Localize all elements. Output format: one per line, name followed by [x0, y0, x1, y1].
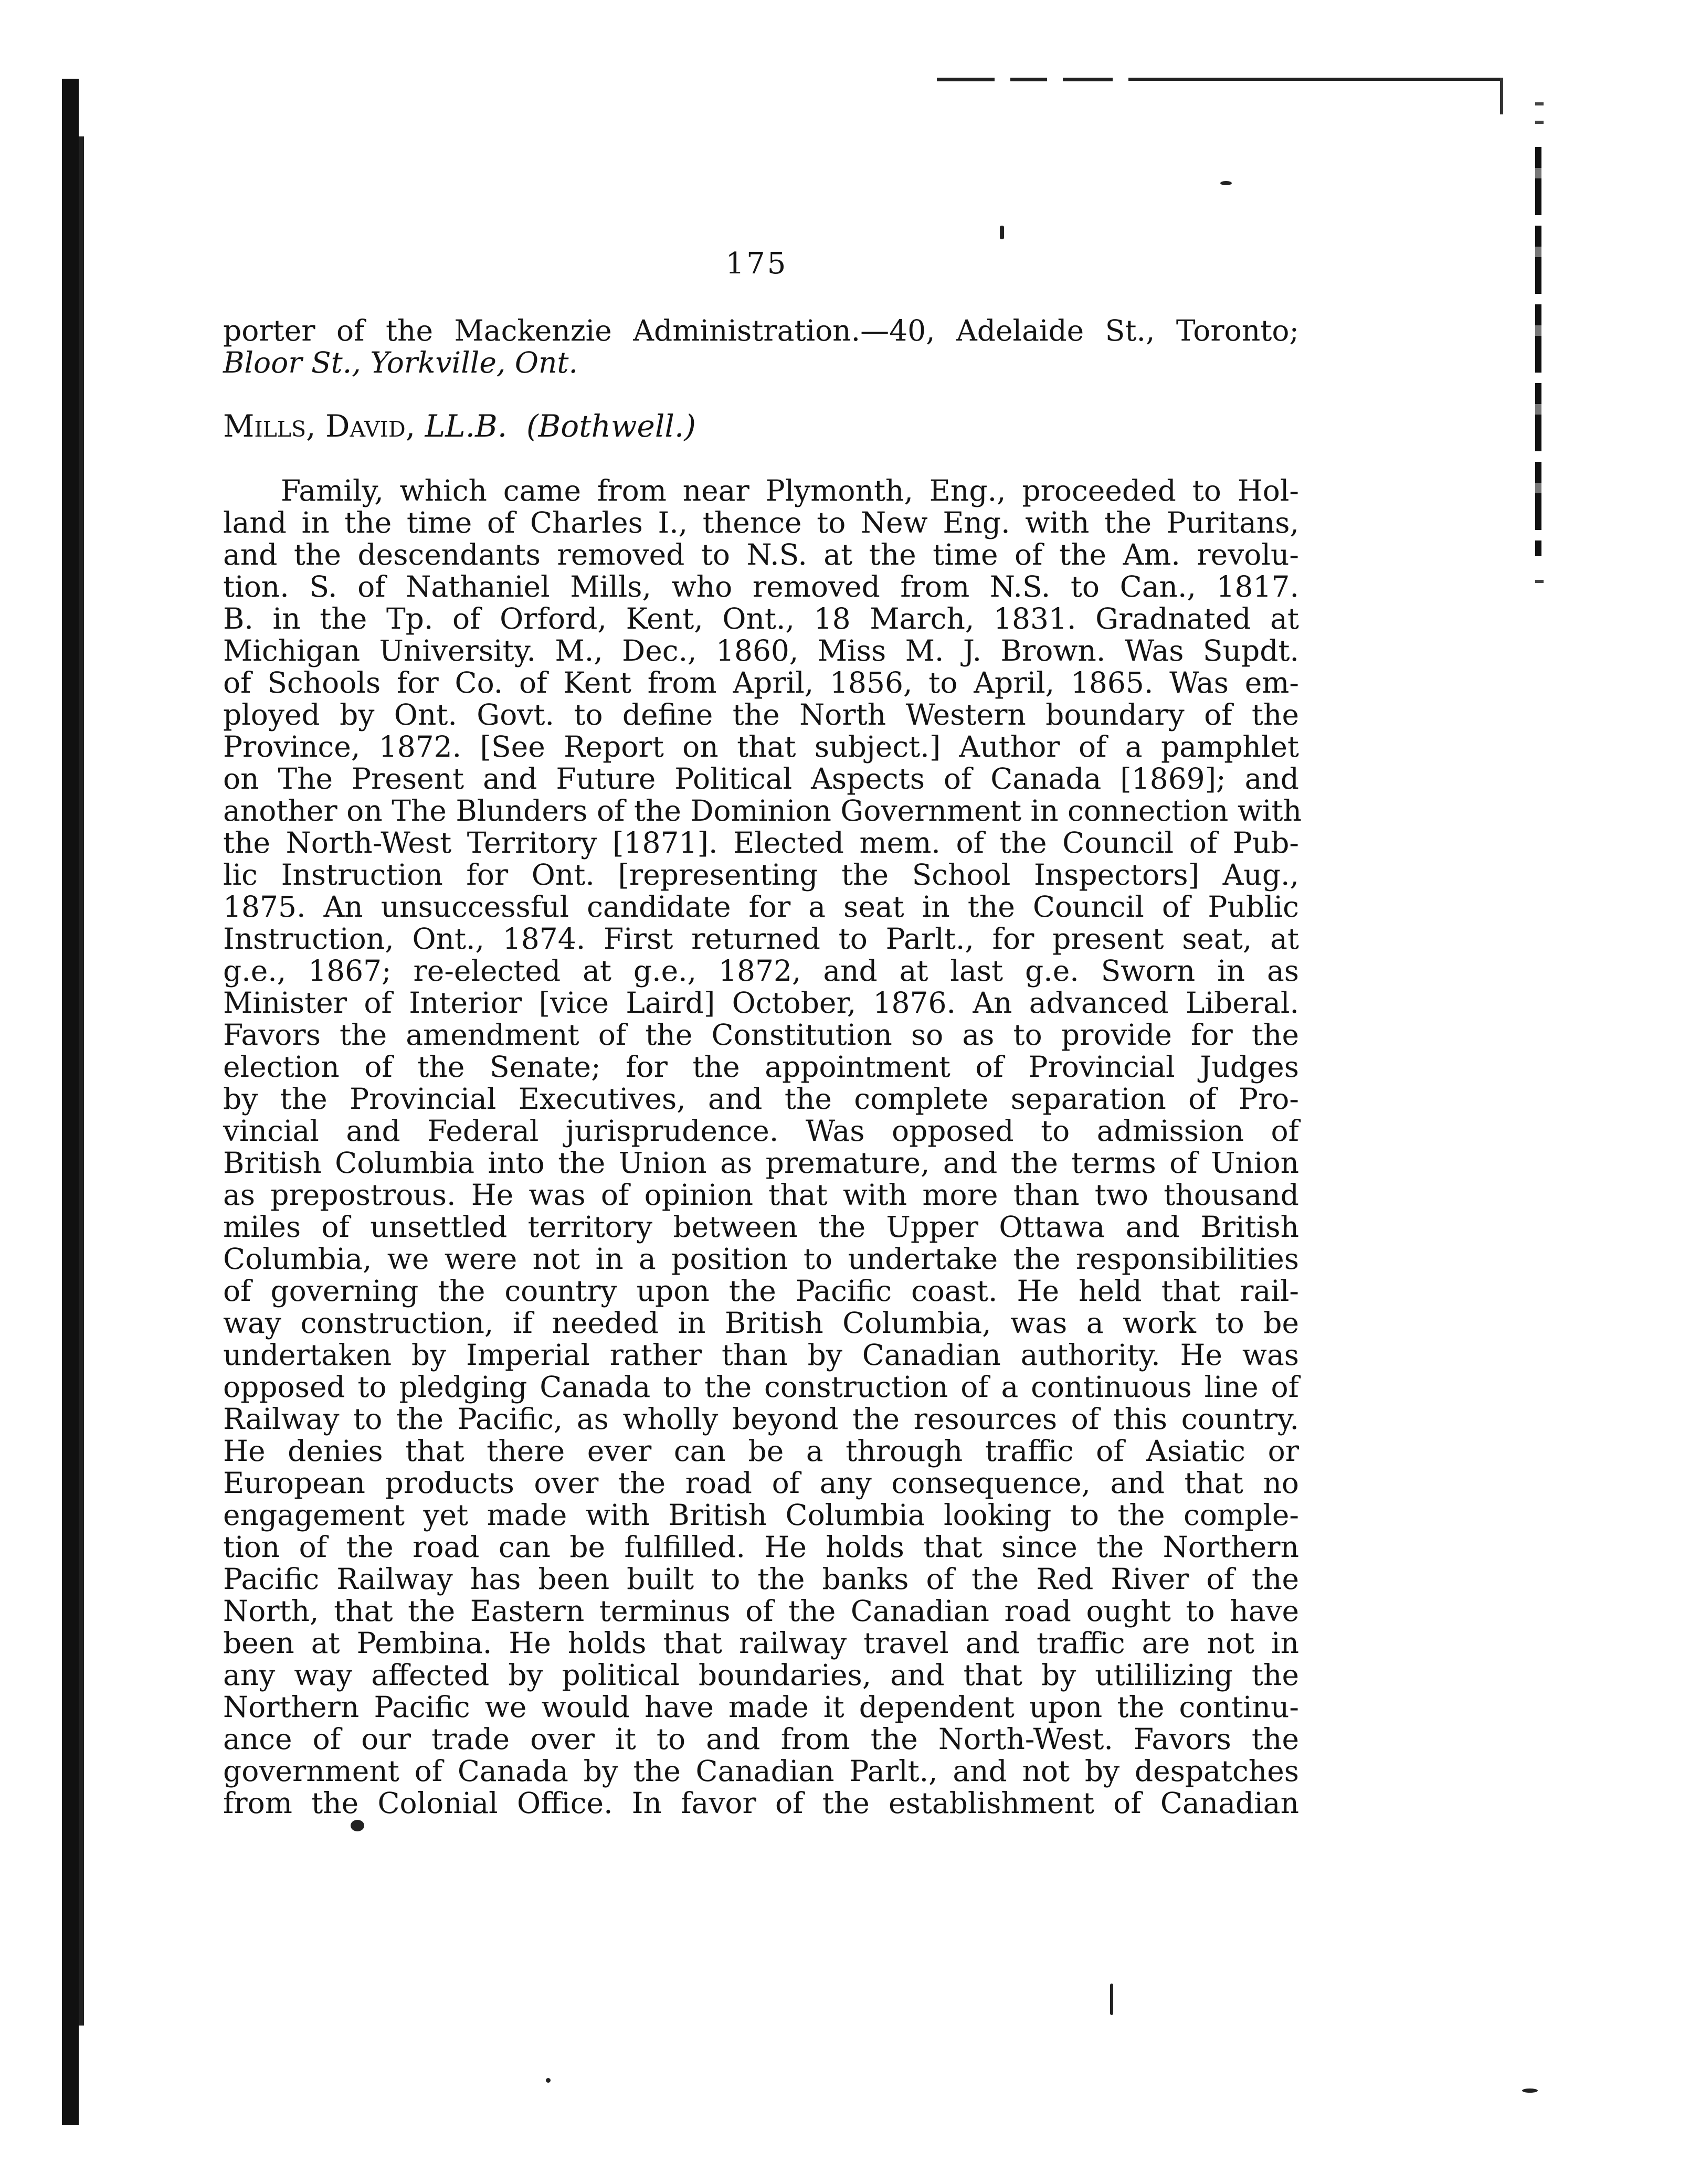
entry-body — [223, 474, 1302, 1820]
body-line: from the Colonial Office. In favor of the establishment of Canadian — [223, 1786, 1299, 1820]
body-line: miles of unsettled territory between the Upper Ottawa and British — [223, 1210, 1299, 1244]
body-line: Northern Pacific we would have made it dependent upon the continu- — [223, 1690, 1299, 1724]
body-line: government of Canada by the Canadian Parlt., and not by despatches — [223, 1754, 1299, 1788]
body-line: lic Instruction for Ont. [representing the School Inspectors] Aug., — [223, 858, 1299, 892]
scan-top-dash — [1063, 78, 1113, 81]
body-line: He denies that there ever can be a through traffic of Asiatic or — [223, 1434, 1299, 1468]
heading-degree: LL.B. — [425, 408, 508, 444]
intro-block — [223, 315, 1299, 379]
body-line: Favors the amendment of the Constitution so as to provide for the — [223, 1018, 1299, 1052]
body-line: as prepostrous. He was of opinion that with more than two thousand — [223, 1178, 1299, 1212]
body-line: another on The Blunders of the Dominion Government in connection with — [223, 794, 1302, 828]
body-line: way construction, if needed in British Columbia, was a work to be — [223, 1306, 1299, 1340]
body-line: on The Present and Future Political Aspects of Canada [1869]; and — [223, 762, 1299, 796]
intro-line: Bloor St., Yorkville, Ont. — [223, 346, 578, 379]
body-line: Michigan University. M., Dec., 1860, Miss M. J. Brown. Was Supdt. — [223, 634, 1299, 667]
scan-speck — [546, 2078, 551, 2083]
scan-tick — [1535, 102, 1544, 105]
body-line: engagement yet made with British Columbia looking to the comple- — [223, 1498, 1299, 1532]
scan-corner-mark — [1500, 78, 1503, 114]
body-line: by the Provincial Executives, and the complete separation of Pro- — [223, 1082, 1299, 1116]
body-line: g.e., 1867; re-elected at g.e., 1872, and at last g.e. Sworn in as — [223, 954, 1299, 988]
body-line: Instruction, Ont., 1874. First returned to Parlt., for present seat, at — [223, 922, 1299, 956]
body-line: and the descendants removed to N.S. at the time of the Am. revolu- — [223, 538, 1299, 571]
body-line: ployed by Ont. Govt. to define the North Western boundary of the — [223, 698, 1299, 731]
page-number: 175 — [725, 247, 788, 281]
body-line: undertaken by Imperial rather than by Canadian authority. He was — [223, 1338, 1299, 1372]
intro-line: porter of the Mackenzie Administration.—40, Adelaide St., Toronto; — [223, 314, 1299, 347]
scan-top-dash — [937, 78, 995, 81]
scan-speck — [1220, 181, 1232, 185]
body-line: European products over the road of any consequence, and that no — [223, 1466, 1299, 1500]
body-line: opposed to pledging Canada to the construction of a continuous line of — [223, 1370, 1299, 1404]
body-line: tion. S. of Nathaniel Mills, who removed from N.S. to Can., 1817. — [223, 570, 1299, 603]
body-line: Columbia, we were not in a position to undertake the responsibilities — [223, 1242, 1299, 1276]
body-line: Railway to the Pacific, as wholly beyond the resources of this country. — [223, 1402, 1299, 1436]
body-line: North, that the Eastern terminus of the Canadian road ought to have — [223, 1594, 1299, 1628]
body-line: Family, which came from near Plymonth, Eng., proceeded to Hol- — [281, 474, 1299, 507]
scan-left-edge-shadow — [79, 136, 84, 2026]
body-line: of Schools for Co. of Kent from April, 1856, to April, 1865. Was em- — [223, 666, 1299, 699]
entry-heading — [223, 405, 1299, 447]
heading-surname: Mills — [223, 408, 307, 444]
body-line: election of the Senate; for the appointment of Provincial Judges — [223, 1050, 1299, 1084]
scan-speck — [1522, 2088, 1538, 2093]
scan-left-edge — [62, 79, 79, 2125]
body-line: of governing the country upon the Pacific coast. He held that rail- — [223, 1274, 1299, 1308]
scan-tick — [1535, 121, 1544, 124]
body-line: vincial and Federal jurisprudence. Was opposed to admission of — [223, 1114, 1299, 1148]
body-line: Pacific Railway has been built to the banks of the Red River of the — [223, 1562, 1299, 1596]
scan-top-dash — [1010, 78, 1047, 81]
body-line: been at Pembina. He holds that railway travel and traffic are not in — [223, 1626, 1299, 1660]
body-line: Province, 1872. [See Report on that subject.] Author of a pamphlet — [223, 730, 1299, 764]
scan-top-rule — [1128, 78, 1501, 81]
body-line: tion of the road can be fulfilled. He holds that since the Northern — [223, 1530, 1299, 1564]
entry-heading-line: Mills, David, LL.B. (Bothwell.) — [223, 408, 696, 444]
scan-right-edge — [1535, 147, 1541, 556]
heading-given-name: David — [325, 408, 406, 444]
body-line: the North-West Territory [1871]. Elected mem. of the Council of Pub- — [223, 826, 1299, 860]
body-line: any way affected by political boundaries, and that by utililizing the — [223, 1658, 1299, 1692]
body-line: British Columbia into the Union as premature, and the terms of Union — [223, 1146, 1299, 1180]
scan-speck — [351, 1820, 364, 1831]
body-line: Minister of Interior [vice Laird] October, 1876. An advanced Liberal. — [223, 986, 1299, 1020]
scan-speck — [1000, 226, 1004, 239]
body-line: ance of our trade over it to and from the North-West. Favors the — [223, 1722, 1299, 1756]
scan-tick — [1535, 580, 1544, 583]
body-line: 1875. An unsuccessful candidate for a seat in the Council of Public — [223, 890, 1299, 924]
body-line: land in the time of Charles I., thence to New Eng. with the Puritans, — [223, 506, 1299, 539]
scan-speck — [1110, 1984, 1113, 2015]
heading-constituency: (Bothwell.) — [526, 408, 696, 444]
body-line: B. in the Tp. of Orford, Kent, Ont., 18 March, 1831. Gradnated at — [223, 602, 1299, 635]
